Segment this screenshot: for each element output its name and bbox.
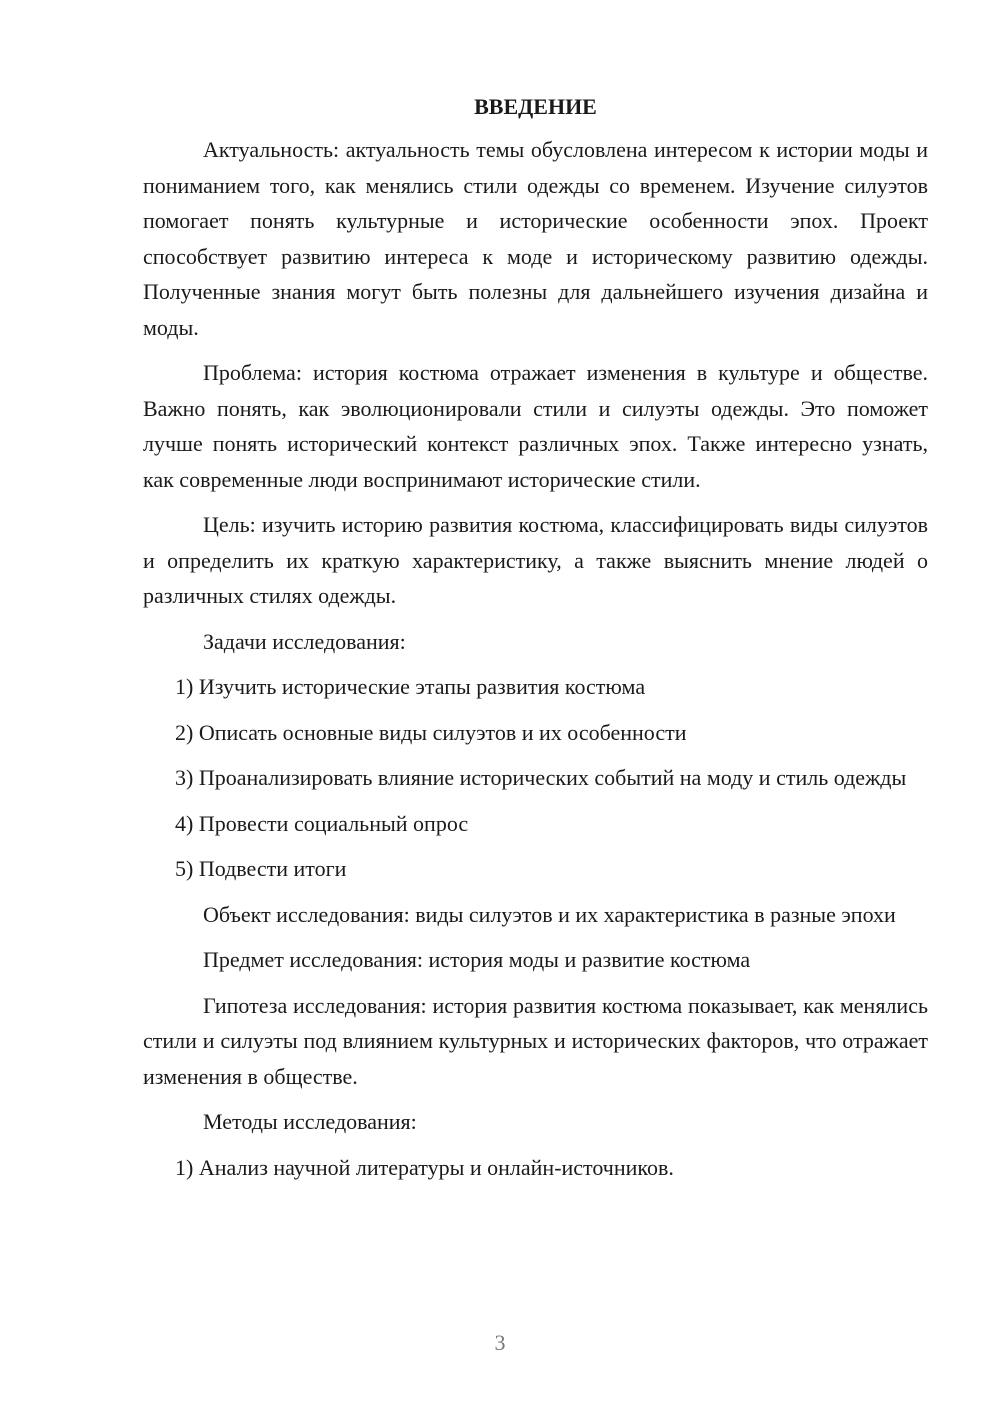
method-item: 1) Анализ научной литературы и онлайн-источников. [175, 1154, 674, 1180]
task-item: 2) Описать основные виды силуэтов и их особенности [175, 719, 687, 745]
page-title: ВВЕДЕНИЕ [474, 94, 597, 119]
document-page [143, 90, 928, 1195]
task-item: 1) Изучить исторические этапы развития костюма [175, 674, 646, 699]
methods-heading: Методы исследования: [203, 1109, 417, 1134]
relevance-paragraph: Актуальность: актуальность темы обусловлена интересом к истории моды и пониманием того, как менялись стили одежды со временем. Изучение силуэтов помогает понять культурные и исторические особенности эпох. Проект способствует развитию интереса к моде и историческому развитию одежды. Полученные знания могут быть полезны для дальнейшего изучения дизайна и моды. [143, 137, 928, 340]
hypothesis-paragraph: Гипотеза исследования: история развития костюма показывает, как менялись стили и силуэты под влиянием культурных и исторических факторов, что отражает изменения в обществе. [143, 992, 928, 1089]
goal-paragraph: Цель: изучить историю развития костюма, классифицировать виды силуэтов и определить их краткую характеристику, а также выяснить мнение людей о различных стилях одежды. [143, 512, 928, 608]
task-item: 5) Подвести итоги [175, 856, 347, 881]
object-paragraph: Объект исследования: виды силуэтов и их характеристика в разные эпохи [203, 901, 896, 927]
subject-paragraph: Предмет исследования: история моды и развитие костюма [203, 947, 751, 972]
page-number: 3 [494, 1330, 506, 1355]
task-item: 3) Проанализировать влияние исторических событий на моду и стиль одежды [175, 765, 907, 790]
task-item: 4) Провести социальный опрос [175, 810, 469, 836]
problem-paragraph: Проблема: история костюма отражает изменения в культуре и обществе. Важно понять, как эволюционировали стили и силуэты одежды. Это поможет лучше понять исторический контекст различных эпох. Также интересно узнать, как современные люди воспринимают исторические стили. [143, 360, 928, 492]
tasks-heading: Задачи исследования: [203, 628, 406, 654]
